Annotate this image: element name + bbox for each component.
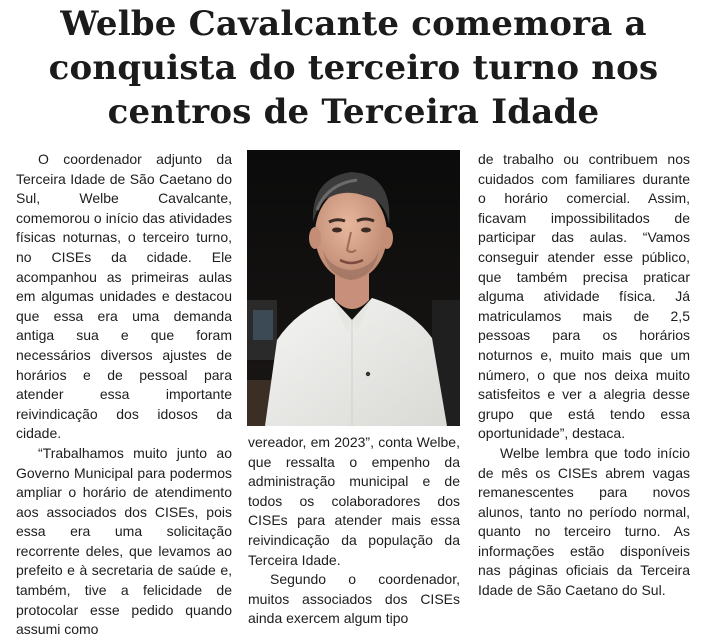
article-column-2 — [248, 433, 460, 629]
headline-line-3: centros de Terceira Idade — [107, 92, 600, 132]
portrait-photo — [247, 150, 460, 426]
paragraph: O coordenador adjunto da Terceira Idade de São Caetano do Sul, Welbe Cavalcante, comemorou o início das atividades físicas noturnas, o terceiro turno, no CISEs da cidade. Ele acompanhou as primeiras aulas em algumas unidades e destacou que essa era uma demanda antiga sua e que foram necessários diversos ajustes de horários e de pessoal para atender essa importante reivindicação dos idosos da cidade. — [16, 151, 232, 442]
paragraph: Segundo o coordenador, muitos associados dos CISEs ainda exercem algum tipo — [248, 571, 460, 627]
paragraph: “Trabalhamos muito junto ao Governo Municipal para podermos ampliar o horário de atendimento aos associados dos CISEs, pois essa era uma solicitação recorrente deles, que levamos ao prefeito e à secretaria de saúde e, também, tive a felicidade de protocolar esse pedido quando assumi como — [16, 444, 232, 638]
article-column-1 — [16, 150, 232, 640]
article-column-3 — [478, 150, 690, 601]
portrait-illustration — [247, 150, 460, 426]
paragraph: vereador, em 2023”, conta Welbe, que ressalta o empenho da administração municipal e de todos os colaboradores dos CISEs para atender mais essa reivindicação da população da Terceira Idade. — [248, 434, 460, 568]
article-headline — [0, 0, 707, 134]
paragraph: Welbe lembra que todo início de mês os CISEs abrem vagas remanescentes para novos alunos, tanto no período normal, quanto no terceiro turno. As informações estão disponíveis nas páginas oficiais da Terceira Idade de São Caetano do Sul. — [478, 444, 690, 599]
paragraph: de trabalho ou contribuem nos cuidados com familiares durante o horário comercial. Assim, ficavam impossibilitados de participar das aulas. “Vamos conseguir atender esse público, que também precisa praticar alguma atividade física. Já matriculamos mais de 2,5 pessoas para os horários noturnos e, muito mais que um número, o que nos deixa muito satisfeitos e ver a alegria desse grupo que está tendo essa oportunidade”, destaca. — [478, 151, 690, 442]
headline-line-1: Welbe Cavalcante comemora a — [60, 4, 647, 44]
headline-line-2: conquista do terceiro turno nos — [48, 48, 659, 88]
